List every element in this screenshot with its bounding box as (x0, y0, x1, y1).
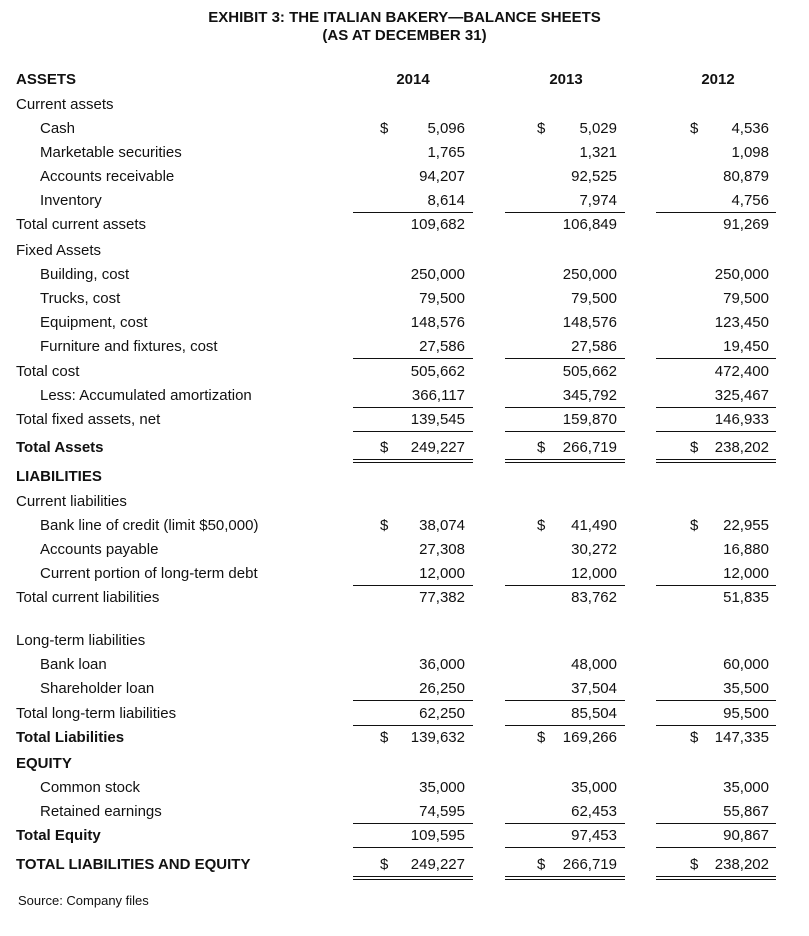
value-building-2014: 250,000 (410, 266, 465, 283)
row-label-payable: Accounts payable (40, 541, 159, 558)
value-trucks-2013: 79,500 (571, 290, 617, 307)
row-label-total-assets: Total Assets (16, 439, 104, 456)
underline (656, 847, 776, 848)
value-trucks-2012: 79,500 (723, 290, 769, 307)
value-total-le-2012: 238,202 (714, 856, 769, 873)
underline (353, 407, 473, 408)
underline (656, 823, 776, 824)
row-label-total-current-assets: Total current assets (16, 216, 147, 233)
currency-symbol: $ (690, 856, 699, 873)
exhibit-title: EXHIBIT 3: THE ITALIAN BAKERY—BALANCE SHEETS (208, 9, 601, 26)
row-label-total-lt-liab: Total long-term liabilities (16, 705, 177, 722)
underline (505, 847, 625, 848)
value-total-cost-2012: 472,400 (714, 363, 769, 380)
underline (353, 212, 473, 213)
underline (505, 407, 625, 408)
value-total-le-2013: 266,719 (562, 856, 617, 873)
value-total-current-liab-2012: 51,835 (723, 589, 769, 606)
value-total-lt-liab-2014: 62,250 (419, 705, 465, 722)
double-underline (353, 876, 473, 880)
section-long-term-liabilities: Long-term liabilities (16, 632, 146, 649)
value-bank-loan-2014: 36,000 (419, 656, 465, 673)
value-bank-line-2012: 22,955 (723, 517, 769, 534)
value-total-liabilities-2012: 147,335 (714, 729, 769, 746)
value-cash-2012: 4,536 (731, 120, 769, 137)
value-total-current-liab-2014: 77,382 (419, 589, 465, 606)
row-label-total-fixed: Total fixed assets, net (16, 411, 161, 428)
row-label-receivable: Accounts receivable (40, 168, 175, 185)
section-liabilities: LIABILITIES (16, 468, 102, 485)
value-amortization-2012: 325,467 (714, 387, 769, 404)
underline (656, 700, 776, 701)
currency-symbol: $ (690, 517, 699, 534)
value-total-equity-2013: 97,453 (571, 827, 617, 844)
underline (505, 725, 625, 726)
underline (505, 431, 625, 432)
value-cash-2013: 5,029 (579, 120, 617, 137)
value-amortization-2013: 345,792 (562, 387, 617, 404)
section-current-assets: Current assets (16, 96, 114, 113)
section-assets: ASSETS (16, 71, 77, 88)
value-bank-loan-2012: 60,000 (723, 656, 769, 673)
column-header-2014: 2014 (396, 71, 430, 88)
value-common-stock-2014: 35,000 (419, 779, 465, 796)
value-total-le-2014: 249,227 (410, 856, 465, 873)
row-label-furniture: Furniture and fixtures, cost (40, 338, 218, 355)
underline (353, 585, 473, 586)
source-note: Source: Company files (18, 893, 149, 908)
currency-symbol: $ (380, 856, 389, 873)
value-retained-2012: 55,867 (723, 803, 769, 820)
underline (656, 358, 776, 359)
value-equipment-2012: 123,450 (714, 314, 769, 331)
value-total-lt-liab-2012: 95,500 (723, 705, 769, 722)
value-equipment-2013: 148,576 (562, 314, 617, 331)
row-label-amortization: Less: Accumulated amortization (40, 387, 252, 404)
underline (656, 212, 776, 213)
value-shareholder-loan-2014: 26,250 (419, 680, 465, 697)
value-total-cost-2013: 505,662 (562, 363, 617, 380)
row-label-building: Building, cost (40, 266, 130, 283)
underline (656, 431, 776, 432)
value-inventory-2013: 7,974 (579, 192, 617, 209)
value-bank-loan-2013: 48,000 (571, 656, 617, 673)
currency-symbol: $ (380, 729, 389, 746)
value-shareholder-loan-2013: 37,504 (571, 680, 617, 697)
currency-symbol: $ (537, 729, 546, 746)
value-building-2013: 250,000 (562, 266, 617, 283)
row-label-trucks: Trucks, cost (40, 290, 121, 307)
value-bank-line-2013: 41,490 (571, 517, 617, 534)
value-furniture-2012: 19,450 (723, 338, 769, 355)
value-payable-2013: 30,272 (571, 541, 617, 558)
value-building-2012: 250,000 (714, 266, 769, 283)
value-total-current-assets-2013: 106,849 (562, 216, 617, 233)
row-label-shareholder-loan: Shareholder loan (40, 680, 155, 697)
value-total-current-assets-2014: 109,682 (410, 216, 465, 233)
section-equity: EQUITY (16, 755, 72, 772)
value-total-lt-liab-2013: 85,504 (571, 705, 617, 722)
currency-symbol: $ (690, 120, 699, 137)
section-fixed-assets: Fixed Assets (16, 242, 102, 259)
value-equipment-2014: 148,576 (410, 314, 465, 331)
value-furniture-2014: 27,586 (419, 338, 465, 355)
row-label-inventory: Inventory (40, 192, 102, 209)
currency-symbol: $ (537, 856, 546, 873)
value-inventory-2012: 4,756 (731, 192, 769, 209)
double-underline (353, 459, 473, 463)
underline (353, 358, 473, 359)
value-total-current-assets-2012: 91,269 (723, 216, 769, 233)
row-label-marketable: Marketable securities (40, 144, 182, 161)
value-marketable-2012: 1,098 (731, 144, 769, 161)
value-common-stock-2012: 35,000 (723, 779, 769, 796)
value-bank-line-2014: 38,074 (419, 517, 465, 534)
value-total-fixed-2013: 159,870 (562, 411, 617, 428)
underline (353, 700, 473, 701)
value-total-liabilities-2014: 139,632 (410, 729, 465, 746)
underline (505, 358, 625, 359)
value-retained-2014: 74,595 (419, 803, 465, 820)
row-label-cash: Cash (40, 120, 76, 137)
value-cash-2014: 5,096 (427, 120, 465, 137)
currency-symbol: $ (380, 517, 389, 534)
value-total-cost-2014: 505,662 (410, 363, 465, 380)
value-total-equity-2014: 109,595 (410, 827, 465, 844)
row-label-total-cost: Total cost (16, 363, 80, 380)
value-total-fixed-2014: 139,545 (410, 411, 465, 428)
value-receivable-2012: 80,879 (723, 168, 769, 185)
currency-symbol: $ (537, 517, 546, 534)
row-label-retained: Retained earnings (40, 803, 162, 820)
underline (505, 823, 625, 824)
exhibit-subtitle: (AS AT DECEMBER 31) (322, 27, 487, 44)
currency-symbol: $ (537, 120, 546, 137)
row-label-total-equity: Total Equity (16, 827, 101, 844)
row-label-total-liabilities: Total Liabilities (16, 729, 125, 746)
value-current-ltd-2013: 12,000 (571, 565, 617, 582)
value-retained-2013: 62,453 (571, 803, 617, 820)
row-label-equipment: Equipment, cost (40, 314, 148, 331)
value-total-equity-2012: 90,867 (723, 827, 769, 844)
underline (505, 212, 625, 213)
value-receivable-2013: 92,525 (571, 168, 617, 185)
column-header-2012: 2012 (701, 71, 735, 88)
value-inventory-2014: 8,614 (427, 192, 465, 209)
value-common-stock-2013: 35,000 (571, 779, 617, 796)
value-shareholder-loan-2012: 35,500 (723, 680, 769, 697)
value-total-assets-2014: 249,227 (410, 439, 465, 456)
row-label-common-stock: Common stock (40, 779, 141, 796)
value-total-fixed-2012: 146,933 (714, 411, 769, 428)
underline (353, 725, 473, 726)
value-total-assets-2013: 266,719 (562, 439, 617, 456)
value-furniture-2013: 27,586 (571, 338, 617, 355)
underline (656, 585, 776, 586)
double-underline (656, 459, 776, 463)
value-total-current-liab-2013: 83,762 (571, 589, 617, 606)
value-total-assets-2012: 238,202 (714, 439, 769, 456)
section-current-liabilities: Current liabilities (16, 493, 127, 510)
value-payable-2012: 16,880 (723, 541, 769, 558)
value-current-ltd-2014: 12,000 (419, 565, 465, 582)
double-underline (505, 459, 625, 463)
currency-symbol: $ (690, 439, 699, 456)
double-underline (505, 876, 625, 880)
value-amortization-2014: 366,117 (411, 387, 465, 404)
value-marketable-2014: 1,765 (427, 144, 465, 161)
underline (505, 700, 625, 701)
value-total-liabilities-2013: 169,266 (562, 729, 617, 746)
column-header-2013: 2013 (549, 71, 583, 88)
underline (353, 847, 473, 848)
row-label-total-le: TOTAL LIABILITIES AND EQUITY (16, 856, 251, 873)
underline (353, 431, 473, 432)
underline (353, 823, 473, 824)
value-receivable-2014: 94,207 (419, 168, 465, 185)
currency-symbol: $ (380, 439, 389, 456)
value-current-ltd-2012: 12,000 (723, 565, 769, 582)
currency-symbol: $ (690, 729, 699, 746)
row-label-current-ltd: Current portion of long-term debt (40, 565, 258, 582)
value-payable-2014: 27,308 (419, 541, 465, 558)
underline (505, 585, 625, 586)
row-label-total-current-liab: Total current liabilities (16, 589, 160, 606)
underline (656, 407, 776, 408)
double-underline (656, 876, 776, 880)
row-label-bank-line: Bank line of credit (limit $50,000) (40, 517, 259, 534)
value-marketable-2013: 1,321 (579, 144, 617, 161)
currency-symbol: $ (537, 439, 546, 456)
row-label-bank-loan: Bank loan (40, 656, 107, 673)
currency-symbol: $ (380, 120, 389, 137)
value-trucks-2014: 79,500 (419, 290, 465, 307)
underline (656, 725, 776, 726)
